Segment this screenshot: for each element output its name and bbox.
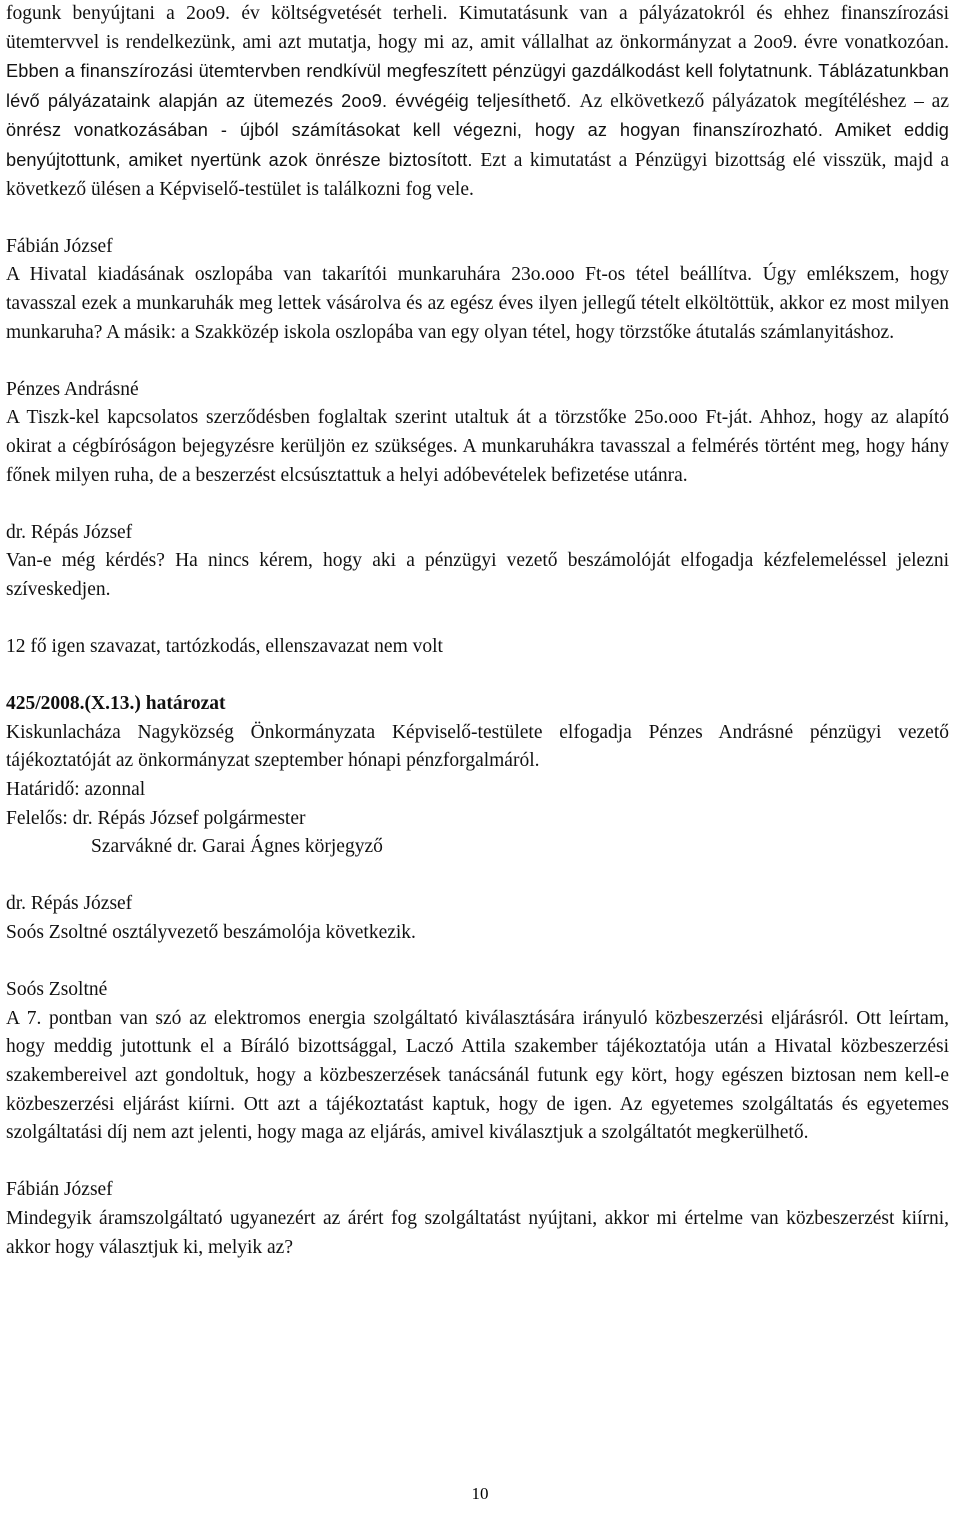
paragraph-workwear-question xyxy=(6,261,949,347)
page-number: 10 xyxy=(471,1484,489,1503)
speaker-name: Pénzes Andrásné xyxy=(6,378,139,400)
text-run: A Tiszk-kel kapcsolatos szerződésben foglaltak szerint utaltuk át a törzstőke 25o.ooo Ft-ját. Ahhoz, hogy az alapító okirat a cégbíróságon bejegyzésre kerüljön ez szükséges. A munkaruhákra tavasszal a felmérés történt meg, hogy hány főnek milyen ruha, de a beszerzést elcsúsztattuk a helyi adóbevételek befizetése utánra. xyxy=(6,407,949,486)
text-run: Ebben a finanszírozási ütemtervben rendkívül megfeszített pénzügyi gazdálkodást kell folytatnunk. Táblázatunkban lévő pályázataink alapján az ütemezés 2oo9. évvégéig teljesíthető. xyxy=(6,61,949,111)
resolution-number: 425/2008.(X.13.) határozat xyxy=(6,693,226,715)
speaker-name: dr. Répás József xyxy=(6,893,133,915)
paragraph-tiszk-answer xyxy=(6,404,949,490)
speaker-name: Soós Zsoltné xyxy=(6,979,108,1001)
text-run: Soós Zsoltné osztályvezető beszámolója következik. xyxy=(6,922,416,943)
resolution-text xyxy=(6,719,949,776)
speaker-name: dr. Répás József xyxy=(6,521,133,543)
paragraph-budget-schedule xyxy=(6,0,949,204)
text-run: Van-e még kérdés? Ha nincs kérem, hogy aki a pénzügyi vezető beszámolóját elfogadja kézfelemeléssel jelezni szíveskedjen. xyxy=(6,550,949,600)
text-run: A Hivatal kiadásának oszlopába van takarítói munkaruhára 23o.ooo Ft-os tétel beállítva. Úgy emlékszem, hogy tavasszal ezek a munkaruhák meg lettek vásárolva és az egész éves ilyen jellegű tételt elköltöttük, akkor ez most milyen munkaruha? A másik: a Szakközép iskola oszlopába van egy olyan tétel, hogy törzstőke átutalás számlanyitáshoz. xyxy=(6,264,949,343)
text-run: fogunk benyújtani a 2oo9. év költségvetését terheli. Kimutatásunk van a pályázatokról és ehhez finanszírozási ütemtervvel is rendelkezünk, ami azt mutatja, hogy mi az, amit vállalhat az önkormányzat a 2oo9. évre vonatkozóan. xyxy=(6,3,949,53)
text-run: Az elkövetkező pályázatok megítéléshez – az xyxy=(579,90,949,112)
speaker-name: Fábián József xyxy=(6,235,113,257)
text-run: Ezt a kimutatást a Pénzügyi bizottság elé visszük, majd a következő ülésen a Képviselő-testület is találkozni fog vele. xyxy=(6,149,949,200)
text-run: A 7. pontban van szó az elektromos energia szolgáltató kiválasztására irányuló közbeszerzési eljárásról. Ott leírtam, hogy meddig jutottunk el a Bíráló bizottsággal, Laczó Attila szakember tájékoztatója után a Hivatal közbeszerzési szakembereivel azt gondoltuk, hogy a közbeszerzések tanácsánál futunk egy kört, hogy egészen biztosan nem kell-e közbeszerzési eljárást kiírni. Ott azt a tájékoztatást kaptuk, hogy de igen. Az egyetemes szolgáltatás és egyetemes szolgáltatási díj nem azt jelenti, hogy maga az eljárás, amivel kiválasztjuk a szolgáltatót megkerülhető. xyxy=(6,1007,949,1144)
speaker-name: Fábián József xyxy=(6,1179,113,1201)
text-run: Mindegyik áramszolgáltató ugyanezért az árért fog szolgáltatást nyújtani, akkor mi értelme van közbeszerzést kiírni, akkor hogy választjuk ki, melyik az? xyxy=(6,1207,949,1258)
paragraph-provider-question xyxy=(6,1205,949,1262)
text-run: önrész vonatkozásában - újból számításokat kell végezni, hogy az hogyan finanszírozható. Amiket eddig benyújtottunk, amiket nyertünk azok önrésze biztosított. xyxy=(6,120,949,170)
document-page xyxy=(6,0,949,1262)
vote-result: 12 fő igen szavazat, tartózkodás, ellenszavazat nem volt xyxy=(6,636,443,658)
paragraph-next-report xyxy=(6,919,949,948)
paragraph-procurement xyxy=(6,1005,949,1148)
text-run: Kiskunlacháza Nagyközség Önkormányzata Képviselő-testülete elfogadja Pénzes Andrásné pénzügyi vezető tájékoztatóját az önkormányzat szeptember hónapi pénzforgalmáról. xyxy=(6,721,949,772)
responsible-line-2: Szarvákné dr. Garai Ágnes körjegyző xyxy=(91,836,383,858)
paragraph-vote-call xyxy=(6,547,949,604)
responsible-line: Felelős: dr. Répás József polgármester xyxy=(6,807,306,829)
deadline-line: Határidő: azonnal xyxy=(6,779,146,801)
